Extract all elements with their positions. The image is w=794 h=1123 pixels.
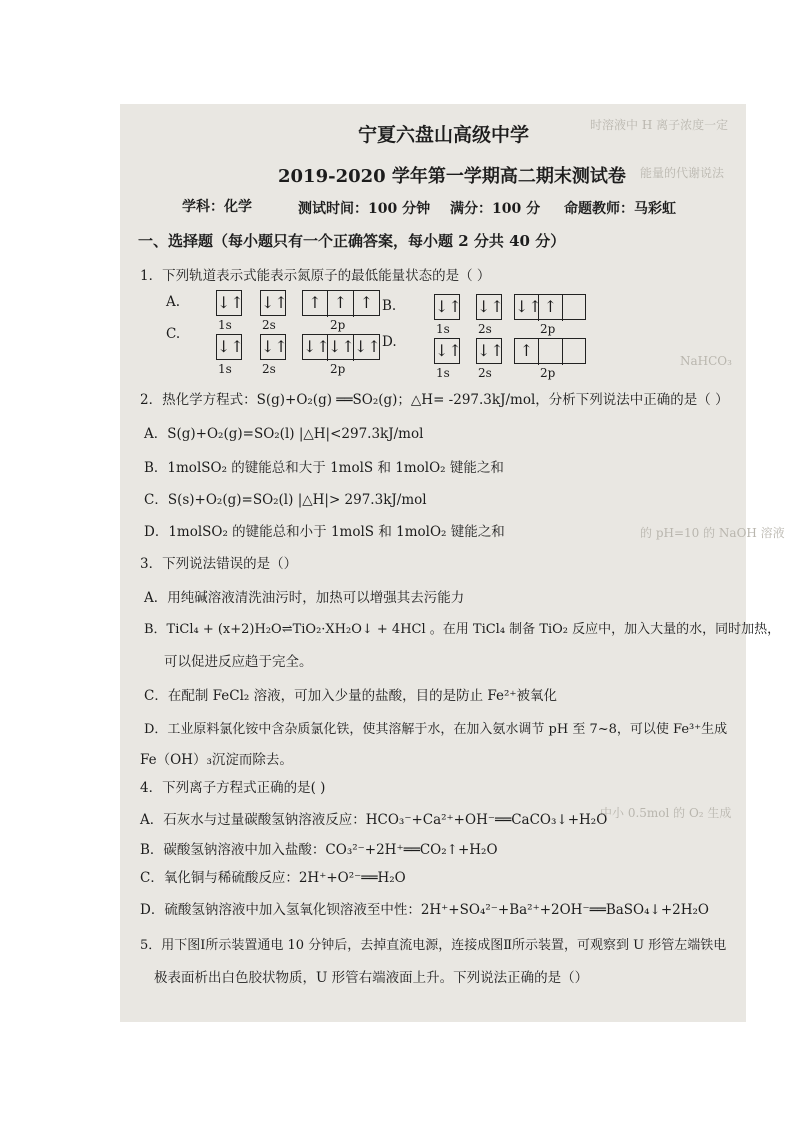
orbital-2s: ↓↑ <box>477 341 504 360</box>
orbital-2p-y: ↓↑ <box>328 335 354 361</box>
q4-option-b: B．碳酸氢钠溶液中加入盐酸：CO₃²⁻+2H⁺══CO₂↑+H₂O <box>140 842 498 858</box>
label-2p: 2p <box>540 322 556 336</box>
label-2p: 2p <box>330 362 346 376</box>
q2-option-c: C．S(s)+O₂(g)=SO₂(l) |△H|> 297.3kJ/mol <box>144 492 427 508</box>
orbital-2p-y: ↑ <box>328 291 354 317</box>
time-label: 测试时间：100 分钟 <box>298 201 431 217</box>
orbital-1s: ↓↑ <box>217 337 244 356</box>
question-5-line1: 5．用下图Ⅰ所示装置通电 10 分钟后，去掉直流电源，连接成图Ⅱ所示装置，可观察到 U 形管左端铁电 <box>140 938 727 953</box>
q3-option-d-line1: D．工业原料氯化铵中含杂质氯化铁，使其溶解于水，在加入氨水调节 pH 至 7~8，可以使 Fe³⁺生成 <box>144 722 728 737</box>
orbital-1s: ↓↑ <box>217 293 244 312</box>
question-3-stem: 3．下列说法错误的是（） <box>140 556 298 572</box>
label-1s: 1s <box>436 366 450 380</box>
q3-option-b-line1: B．TiCl₄ + (x+2)H₂O⇌TiO₂·XH₂O↓ + 4HCl 。在用 TiCl₄ 制备 TiO₂ 反应中，加入大量的水，同时加热， <box>144 622 781 637</box>
q1-option-a-label: A. <box>166 294 181 310</box>
teacher-label: 命题教师：马彩虹 <box>564 201 676 217</box>
orbital-1s: ↓↑ <box>435 297 462 316</box>
orbital-2p-x: ↑ <box>515 339 539 365</box>
orbital-2s: ↓↑ <box>261 293 288 312</box>
q3-option-a: A．用纯碱溶液清洗油污时，加热可以增强其去污能力 <box>144 590 465 606</box>
orbital-2p-x: ↓↑ <box>303 335 328 361</box>
q4-option-c: C．氧化铜与稀硫酸反应：2H⁺+O²⁻══H₂O <box>140 870 406 886</box>
label-2s: 2s <box>262 362 276 376</box>
label-1s: 1s <box>436 322 450 336</box>
label-2p: 2p <box>540 366 556 380</box>
q3-option-b-line2: 可以促进反应趋于完全。 <box>164 654 313 670</box>
question-1-stem: 1．下列轨道表示式能表示氮原子的最低能量状态的是（ ） <box>140 268 491 284</box>
question-2-stem: 2．热化学方程式：S(g)+O₂(g) ══SO₂(g)；△H= -297.3kJ/mol，分析下列说法中正确的是（ ） <box>140 392 729 408</box>
orbital-2p-z <box>563 295 585 321</box>
q4-option-a: A．石灰水与过量碳酸氢钠溶液反应：HCO₃⁻+Ca²⁺+OH⁻══CaCO₃↓+H₂O <box>140 812 608 828</box>
q1-option-d-label: D. <box>382 334 397 350</box>
q2-option-d: D．1molSO₂ 的键能总和小于 1molS 和 1molO₂ 键能之和 <box>144 524 505 540</box>
q4-option-d: D．硫酸氢钠溶液中加入氢氧化钡溶液至中性：2H⁺+SO₄²⁻+Ba²⁺+2OH⁻══BaSO₄↓+2H₂O <box>140 902 709 918</box>
exam-title: 2019-2020 学年第一学期高二期末测试卷 <box>278 166 626 187</box>
orbital-2p-y: ↑ <box>539 295 563 321</box>
school-title: 宁夏六盘山高级中学 <box>358 124 530 146</box>
orbital-2s: ↓↑ <box>261 337 288 356</box>
exam-paper: 时溶液中 H 离子浓度一定 能量的代谢说法 NaHCO₃ 的 pH=10 的 NaOH 溶液 中小 0.5mol 的 O₂ 生成 宁夏六盘山高级中学 2019-2020 学年第一学期高二期末测试卷 学科：化学 测试时间：100 分钟 满分：100 分 命题教师：马彩虹 一、选择题（每小题只有一个正确答案，每小题 2 分共 40 分） 1．下列轨道表示式能表示氮原子的最低能量状态的是（ ） A. ↓↑ ↓↑ ↑ ↑ ↑ 1s 2s 2p B. ↓↑ ↓↑ ↓↑ ↑ 1s 2s 2p C. ↓↑ ↓↑ ↓↑ ↓↑ ↓↑ 1s 2s 2p D. ↓↑ ↓↑ ↑ 1s 2s 2p 2．热化学方程式：S(g)+O₂(g) ══SO₂(g)；△H= -297.3kJ/mol，分析下列说法中正确的是（ ） A．S(g)+O₂(g)=SO₂(l) |△H|<297.3kJ/mol B．1molSO₂ 的键能总和大于 1molS 和 1molO₂ 键能之和 C．S(s)+O₂(g)=SO₂(l) |△H|> 297.3kJ/mol D．1molSO₂ 的键能总和小于 1molS 和 1molO₂ 键能之和 3．下列说法错误的是（） A．用纯碱溶液清洗油污时，加热可以增强其去污能力 B．TiCl₄ + (x+2)H₂O⇌TiO₂·XH₂O↓ + 4HCl 。在用 TiCl₄ 制备 TiO₂ 反应中，加入大量的水，同时加热， 可以促进反应趋于完全。 C．在配制 FeCl₂ 溶液，可加入少量的盐酸，目的是防止 Fe²⁺被氧化 D．工业原料氯化铵中含杂质氯化铁，使其溶解于水，在加入氨水调节 pH 至 7~8，可以使 Fe³⁺生成 Fe（OH）₃沉淀而除去。 4．下列离子方程式正确的是( ) A．石灰水与过量碳酸氢钠溶液反应：HCO₃⁻+Ca²⁺+OH⁻══CaCO₃↓+H₂O B．碳酸氢钠溶液中加入盐酸：CO₃²⁻+2H⁺══CO₂↑+H₂O C．氧化铜与稀硫酸反应：2H⁺+O²⁻══H₂O D．硫酸氢钠溶液中加入氢氧化钡溶液至中性：2H⁺+SO₄²⁻+Ba²⁺+2OH⁻══BaSO₄↓+2H₂O 5．用下图Ⅰ所示装置通电 10 分钟后，去掉直流电源，连接成图Ⅱ所示装置，可观察到 U 形管左端铁电 极表面析出白色胶状物质，U 形管右端液面上升。下列说法正确的是（） <box>120 104 746 1022</box>
orbital-2p-y <box>539 339 563 365</box>
q2-option-b: B．1molSO₂ 的键能总和大于 1molS 和 1molO₂ 键能之和 <box>144 460 504 476</box>
label-2s: 2s <box>478 366 492 380</box>
orbital-2p-x: ↓↑ <box>515 295 539 321</box>
subject-label: 学科：化学 <box>182 199 252 215</box>
orbital-1s: ↓↑ <box>435 341 462 360</box>
orbital-2p-z <box>563 339 585 365</box>
orbital-2p-x: ↑ <box>303 291 328 317</box>
label-1s: 1s <box>218 362 232 376</box>
q3-option-c: C．在配制 FeCl₂ 溶液，可加入少量的盐酸，目的是防止 Fe²⁺被氧化 <box>144 688 558 704</box>
orbital-2p-z: ↓↑ <box>354 337 381 356</box>
orbital-2s: ↓↑ <box>477 297 504 316</box>
question-4-stem: 4．下列离子方程式正确的是( ) <box>140 780 326 796</box>
label-2p: 2p <box>330 318 346 332</box>
orbital-2p-z: ↑ <box>359 293 374 312</box>
score-label: 满分：100 分 <box>450 201 541 217</box>
q3-option-d-line2: Fe（OH）₃沉淀而除去。 <box>140 752 293 768</box>
q1-option-b-label: B. <box>382 298 397 314</box>
label-2s: 2s <box>262 318 276 332</box>
question-5-line2: 极表面析出白色胶状物质，U 形管右端液面上升。下列说法正确的是（） <box>154 970 589 986</box>
q2-option-a: A．S(g)+O₂(g)=SO₂(l) |△H|<297.3kJ/mol <box>144 426 424 442</box>
label-1s: 1s <box>218 318 232 332</box>
q1-option-c-label: C. <box>166 326 181 342</box>
label-2s: 2s <box>478 322 492 336</box>
section-heading: 一、选择题（每小题只有一个正确答案，每小题 2 分共 40 分） <box>138 232 566 250</box>
